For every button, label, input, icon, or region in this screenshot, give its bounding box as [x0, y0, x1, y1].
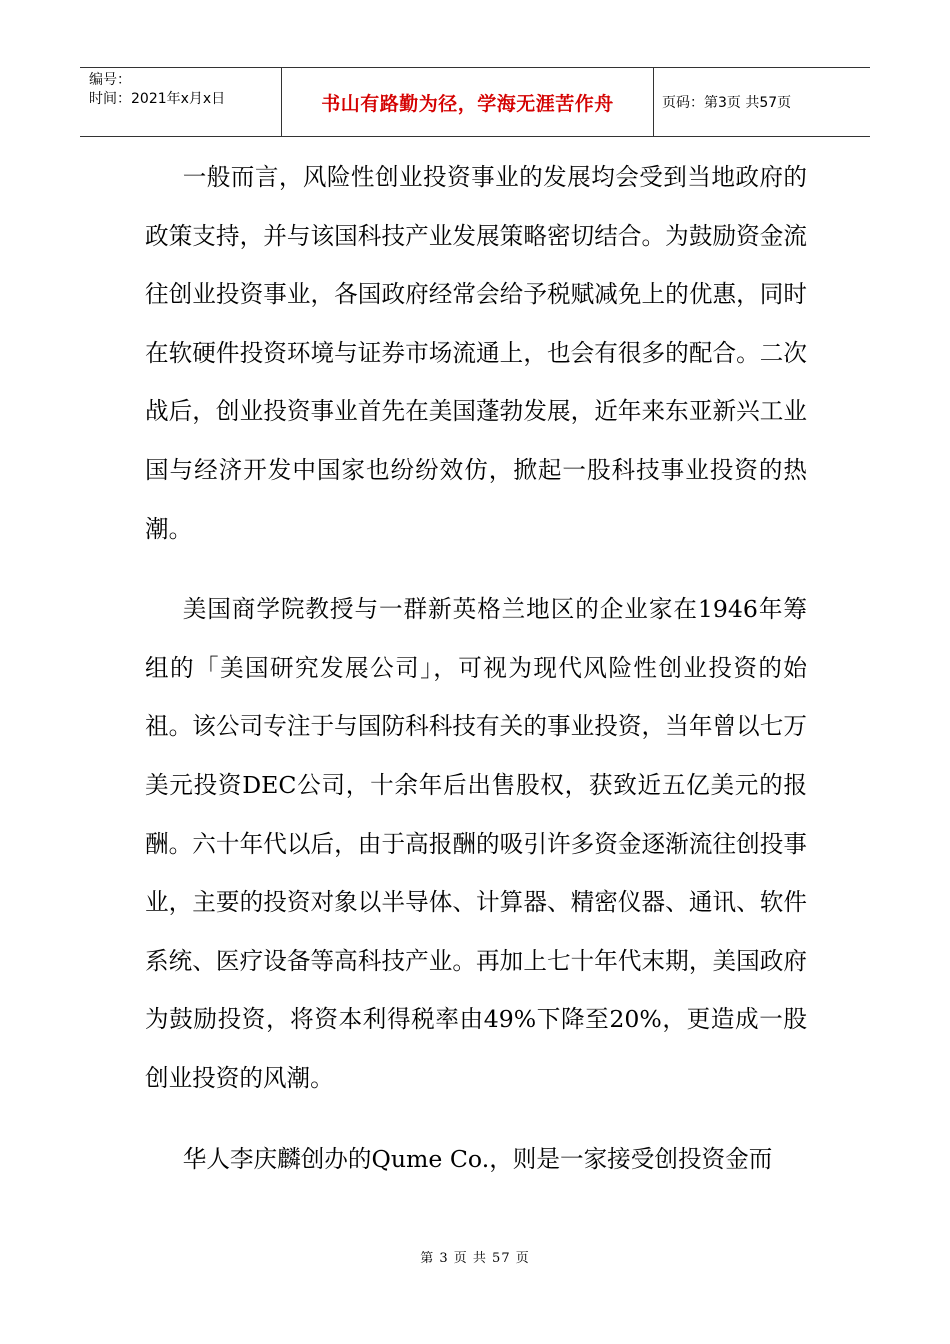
header-page-info: 页码：第3页 共57页 [662, 95, 792, 111]
document-code-label: 编号： [89, 72, 131, 88]
document-time-label: 时间：2021年x月x日 [89, 91, 226, 107]
document-body [145, 148, 807, 1210]
paragraph-3: 华人李庆麟创办的Qume Co.，则是一家接受创投资金而 [182, 1144, 773, 1173]
page-header [80, 67, 870, 137]
header-meta-cell [80, 68, 282, 136]
page-footer [0, 1247, 950, 1266]
paragraph-2: 美国商学院教授与一群新英格兰地区的企业家在1946年筹组的「美国研究发展公司」，可视为现代风险性创业投资的始祖。该公司专注于与国防科科技有关的事业投资，当年曾以七万美元投资DEC公司，十余年后出售股权，获致近五亿美元的报酬。六十年代以后，由于高报酬的吸引许多资金逐渐流往创投事业，主要的投资对象以半导体、计算器、精密仪器、通讯、软件系统、医疗设备等高科技产业。再加上七十年代末期，美国政府为鼓励投资，将资本利得税率由49%下降至20%，更造成一股创业投资的风潮。 [145, 595, 807, 1092]
footer-page-number: 第 3 页 共 57 页 [420, 1251, 530, 1266]
paragraph-1: 一般而言，风险性创业投资事业的发展均会受到当地政府的政策支持，并与该国科技产业发展策略密切结合。为鼓励资金流往创业投资事业，各国政府经常会给予税赋减免上的优惠，同时在软硬件投资环境与证券市场流通上，也会有很多的配合。二次战后，创业投资事业首先在美国蓬勃发展，近年来东亚新兴工业国与经济开发中国家也纷纷效仿，掀起一股科技事业投资的热潮。 [145, 163, 807, 543]
header-motto: 书山有路勤为径，学海无涯苦作舟 [321, 92, 614, 115]
header-motto-cell [282, 68, 654, 136]
header-page-cell [654, 68, 870, 136]
